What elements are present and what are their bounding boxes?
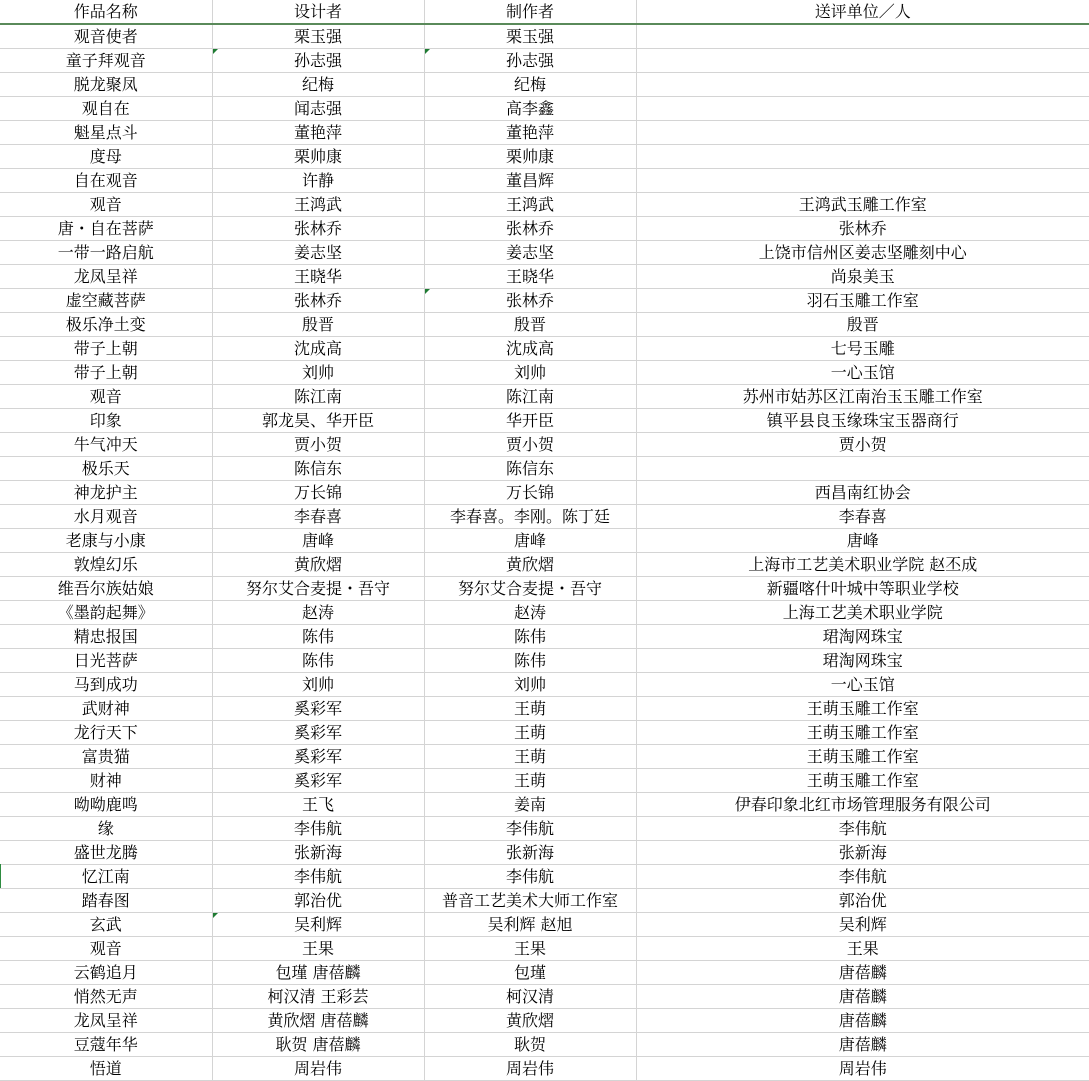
table-row — [0, 1057, 1089, 1081]
designer-cell[interactable]: 包瑾 唐蓓麟 — [212, 961, 424, 985]
designer-cell[interactable]: 纪梅 — [212, 73, 424, 97]
row-indicator-bar — [0, 864, 1, 888]
designer-cell[interactable]: 努尔艾合麦提・吾守 — [212, 577, 424, 601]
work-name-cell[interactable]: 带子上朝 — [0, 361, 212, 385]
work-name-cell[interactable]: 《墨韵起舞》 — [0, 601, 212, 625]
table-row — [0, 769, 1089, 793]
table-row — [0, 649, 1089, 673]
designer-cell[interactable]: 闻志强 — [212, 97, 424, 121]
designer-cell[interactable]: 沈成高 — [212, 337, 424, 361]
work-name-cell[interactable]: 极乐净土变 — [0, 313, 212, 337]
table-row — [0, 193, 1089, 217]
work-name-cell[interactable]: 观自在 — [0, 97, 212, 121]
maker-cell[interactable]: 沈成高 — [424, 337, 636, 361]
maker-cell[interactable]: 王果 — [424, 937, 636, 961]
table-row — [0, 601, 1089, 625]
designer-cell[interactable]: 董艳萍 — [212, 121, 424, 145]
submitter-cell[interactable]: 新疆喀什叶城中等职业学校 — [636, 577, 1089, 601]
table-row — [0, 121, 1089, 145]
table-row — [0, 721, 1089, 745]
table-row — [0, 24, 1089, 49]
designer-cell[interactable]: 栗帅康 — [212, 145, 424, 169]
maker-cell[interactable]: 刘帅 — [424, 673, 636, 697]
submitter-cell[interactable]: 贾小贺 — [636, 433, 1089, 457]
table-row — [0, 505, 1089, 529]
table-row — [0, 913, 1089, 937]
designer-cell[interactable]: 王飞 — [212, 793, 424, 817]
work-name-cell[interactable]: 一带一路启航 — [0, 241, 212, 265]
table-row — [0, 385, 1089, 409]
submitter-cell[interactable]: 殷晋 — [636, 313, 1089, 337]
submitter-cell[interactable]: 李伟航 — [636, 817, 1089, 841]
maker-cell[interactable]: 耿贺 — [424, 1033, 636, 1057]
maker-cell[interactable]: 万长锦 — [424, 481, 636, 505]
submitter-cell[interactable]: 上海工艺美术职业学院 — [636, 601, 1089, 625]
work-name-cell[interactable]: 唐・自在菩萨 — [0, 217, 212, 241]
table-row — [0, 145, 1089, 169]
maker-cell[interactable]: 张林乔 — [424, 217, 636, 241]
maker-cell[interactable]: 栗玉强 — [424, 24, 636, 49]
submitter-cell[interactable] — [636, 457, 1089, 481]
table-row — [0, 1009, 1089, 1033]
table-row — [0, 553, 1089, 577]
submitter-cell[interactable]: 李伟航 — [636, 865, 1089, 889]
designer-cell[interactable]: 周岩伟 — [212, 1057, 424, 1081]
maker-cell[interactable]: 董昌辉 — [424, 169, 636, 193]
maker-cell[interactable]: 唐峰 — [424, 529, 636, 553]
table-row — [0, 817, 1089, 841]
maker-cell[interactable]: 孙志强 — [424, 49, 636, 73]
work-name-cell[interactable]: 悟道 — [0, 1057, 212, 1081]
table-row — [0, 793, 1089, 817]
maker-cell[interactable]: 殷晋 — [424, 313, 636, 337]
work-name-cell[interactable]: 神龙护主 — [0, 481, 212, 505]
work-name-cell[interactable]: 魁星点斗 — [0, 121, 212, 145]
designer-cell[interactable]: 奚彩军 — [212, 721, 424, 745]
submitter-cell[interactable]: 吴利辉 — [636, 913, 1089, 937]
submitter-cell[interactable]: 周岩伟 — [636, 1057, 1089, 1081]
table-row — [0, 169, 1089, 193]
designer-cell[interactable]: 陈信东 — [212, 457, 424, 481]
submitter-cell[interactable]: 李春喜 — [636, 505, 1089, 529]
submitter-cell[interactable]: 镇平县良玉缘珠宝玉器商行 — [636, 409, 1089, 433]
submitter-cell[interactable]: 郭治优 — [636, 889, 1089, 913]
maker-cell[interactable]: 李伟航 — [424, 817, 636, 841]
maker-cell[interactable]: 黄欣熠 — [424, 553, 636, 577]
table-row — [0, 961, 1089, 985]
maker-cell[interactable]: 董艳萍 — [424, 121, 636, 145]
work-name-cell[interactable]: 呦呦鹿鸣 — [0, 793, 212, 817]
work-name-cell[interactable]: 带子上朝 — [0, 337, 212, 361]
designer-cell[interactable]: 吴利辉 — [212, 913, 424, 937]
work-name-cell[interactable]: 日光菩萨 — [0, 649, 212, 673]
table-row — [0, 49, 1089, 73]
submitter-cell[interactable]: 上饶市信州区姜志坚雕刻中心 — [636, 241, 1089, 265]
designer-cell[interactable]: 王果 — [212, 937, 424, 961]
submitter-cell[interactable]: 唐蓓麟 — [636, 985, 1089, 1009]
maker-cell[interactable]: 努尔艾合麦提・吾守 — [424, 577, 636, 601]
designer-cell[interactable]: 张新海 — [212, 841, 424, 865]
header-cell-submitter[interactable]: 送评单位／人 — [636, 0, 1089, 24]
maker-cell[interactable]: 王萌 — [424, 745, 636, 769]
header-cell-designer[interactable]: 设计者 — [212, 0, 424, 24]
maker-cell[interactable]: 张林乔 — [424, 289, 636, 313]
work-name-cell[interactable]: 财神 — [0, 769, 212, 793]
submitter-cell[interactable]: 王果 — [636, 937, 1089, 961]
work-name-cell[interactable]: 龙凤呈祥 — [0, 265, 212, 289]
work-name-cell[interactable]: 维吾尔族姑娘 — [0, 577, 212, 601]
maker-cell[interactable]: 栗帅康 — [424, 145, 636, 169]
submitter-cell[interactable] — [636, 24, 1089, 49]
maker-cell[interactable]: 普音工艺美术大师工作室 — [424, 889, 636, 913]
table-row — [0, 361, 1089, 385]
table-row — [0, 265, 1089, 289]
submitter-cell[interactable]: 张新海 — [636, 841, 1089, 865]
work-name-cell[interactable]: 敦煌幻乐 — [0, 553, 212, 577]
table-row — [0, 457, 1089, 481]
header-cell-maker[interactable]: 制作者 — [424, 0, 636, 24]
submitter-cell[interactable] — [636, 97, 1089, 121]
table-row — [0, 433, 1089, 457]
maker-cell[interactable]: 华开臣 — [424, 409, 636, 433]
designer-cell[interactable]: 殷晋 — [212, 313, 424, 337]
table-row — [0, 73, 1089, 97]
table-row — [0, 529, 1089, 553]
designer-cell[interactable]: 孙志强 — [212, 49, 424, 73]
submitter-cell[interactable] — [636, 49, 1089, 73]
work-name-cell[interactable]: 悄然无声 — [0, 985, 212, 1009]
submitter-cell[interactable]: 唐蓓麟 — [636, 1009, 1089, 1033]
designer-cell[interactable]: 赵涛 — [212, 601, 424, 625]
maker-cell[interactable]: 王萌 — [424, 697, 636, 721]
submitter-cell[interactable]: 七号玉雕 — [636, 337, 1089, 361]
table-row — [0, 625, 1089, 649]
work-name-cell[interactable]: 度母 — [0, 145, 212, 169]
work-name-cell[interactable]: 自在观音 — [0, 169, 212, 193]
designer-cell[interactable]: 郭治优 — [212, 889, 424, 913]
maker-cell[interactable]: 陈伟 — [424, 625, 636, 649]
maker-cell[interactable]: 姜南 — [424, 793, 636, 817]
designer-cell[interactable]: 柯汉清 王彩芸 — [212, 985, 424, 1009]
designer-cell[interactable]: 姜志坚 — [212, 241, 424, 265]
maker-cell[interactable]: 李春喜。李刚。陈丁廷 — [424, 505, 636, 529]
submitter-cell[interactable]: 王萌玉雕工作室 — [636, 745, 1089, 769]
designer-cell[interactable]: 贾小贺 — [212, 433, 424, 457]
maker-cell[interactable]: 张新海 — [424, 841, 636, 865]
work-name-cell[interactable]: 观音使者 — [0, 24, 212, 49]
work-name-cell[interactable]: 马到成功 — [0, 673, 212, 697]
work-name-cell[interactable]: 老康与小康 — [0, 529, 212, 553]
work-name-cell[interactable]: 观音 — [0, 385, 212, 409]
submitter-cell[interactable]: 尚泉美玉 — [636, 265, 1089, 289]
work-name-cell[interactable]: 观音 — [0, 193, 212, 217]
work-name-cell[interactable]: 虚空藏菩萨 — [0, 289, 212, 313]
work-name-cell[interactable]: 玄武 — [0, 913, 212, 937]
designer-cell[interactable]: 栗玉强 — [212, 24, 424, 49]
work-name-cell[interactable]: 缘 — [0, 817, 212, 841]
designer-cell[interactable]: 奚彩军 — [212, 697, 424, 721]
table-row — [0, 673, 1089, 697]
designer-cell[interactable]: 奚彩军 — [212, 769, 424, 793]
designer-cell[interactable]: 陈伟 — [212, 649, 424, 673]
table-row — [0, 937, 1089, 961]
designer-cell[interactable]: 王鸿武 — [212, 193, 424, 217]
table-row — [0, 313, 1089, 337]
work-name-cell[interactable]: 印象 — [0, 409, 212, 433]
submitter-cell[interactable] — [636, 121, 1089, 145]
submitter-cell[interactable]: 一心玉馆 — [636, 361, 1089, 385]
table-row — [0, 697, 1089, 721]
table-row — [0, 241, 1089, 265]
designer-cell[interactable]: 刘帅 — [212, 673, 424, 697]
maker-cell[interactable]: 周岩伟 — [424, 1057, 636, 1081]
work-name-cell[interactable]: 豆蔻年华 — [0, 1033, 212, 1057]
header-row — [0, 0, 1089, 24]
maker-cell[interactable]: 柯汉清 — [424, 985, 636, 1009]
work-name-cell[interactable]: 忆江南 — [0, 865, 212, 889]
work-name-cell[interactable]: 水月观音 — [0, 505, 212, 529]
submitter-cell[interactable] — [636, 169, 1089, 193]
maker-cell[interactable]: 赵涛 — [424, 601, 636, 625]
maker-cell[interactable]: 王萌 — [424, 721, 636, 745]
work-name-cell[interactable]: 武财神 — [0, 697, 212, 721]
maker-cell[interactable]: 姜志坚 — [424, 241, 636, 265]
maker-cell[interactable]: 吴利辉 赵旭 — [424, 913, 636, 937]
designer-cell[interactable]: 张林乔 — [212, 217, 424, 241]
work-name-cell[interactable]: 牛气冲天 — [0, 433, 212, 457]
designer-cell[interactable]: 黄欣熠 唐蓓麟 — [212, 1009, 424, 1033]
header-cell-work-name[interactable]: 作品名称 — [0, 0, 212, 24]
table-row — [0, 889, 1089, 913]
maker-cell[interactable]: 王鸿武 — [424, 193, 636, 217]
designer-cell[interactable]: 耿贺 唐蓓麟 — [212, 1033, 424, 1057]
maker-cell[interactable]: 李伟航 — [424, 865, 636, 889]
maker-cell[interactable]: 包瑾 — [424, 961, 636, 985]
designer-cell[interactable]: 李春喜 — [212, 505, 424, 529]
table-row — [0, 577, 1089, 601]
submitter-cell[interactable]: 唐蓓麟 — [636, 961, 1089, 985]
maker-cell[interactable]: 黄欣熠 — [424, 1009, 636, 1033]
table-row — [0, 745, 1089, 769]
maker-cell[interactable]: 贾小贺 — [424, 433, 636, 457]
maker-cell[interactable]: 刘帅 — [424, 361, 636, 385]
maker-cell[interactable]: 王晓华 — [424, 265, 636, 289]
submitter-cell[interactable] — [636, 73, 1089, 97]
work-name-cell[interactable]: 踏春图 — [0, 889, 212, 913]
table-row — [0, 841, 1089, 865]
designer-cell[interactable]: 郭龙昊、华开臣 — [212, 409, 424, 433]
submitter-cell[interactable]: 王萌玉雕工作室 — [636, 697, 1089, 721]
designer-cell[interactable]: 许静 — [212, 169, 424, 193]
work-name-cell[interactable]: 盛世龙腾 — [0, 841, 212, 865]
work-name-cell[interactable]: 龙行天下 — [0, 721, 212, 745]
table-row — [0, 289, 1089, 313]
work-name-cell[interactable]: 脱龙聚凤 — [0, 73, 212, 97]
maker-cell[interactable]: 高李鑫 — [424, 97, 636, 121]
submitter-cell[interactable]: 羽石玉雕工作室 — [636, 289, 1089, 313]
submitter-cell[interactable]: 王萌玉雕工作室 — [636, 721, 1089, 745]
work-name-cell[interactable]: 观音 — [0, 937, 212, 961]
table-row — [0, 865, 1089, 889]
work-name-cell[interactable]: 童子拜观音 — [0, 49, 212, 73]
submitter-cell[interactable]: 上海市工艺美术职业学院 赵丕成 — [636, 553, 1089, 577]
designer-cell[interactable]: 陈江南 — [212, 385, 424, 409]
submitter-cell[interactable]: 珺淘网珠宝 — [636, 649, 1089, 673]
submitter-cell[interactable]: 苏州市姑苏区江南治玉玉雕工作室 — [636, 385, 1089, 409]
table-row — [0, 481, 1089, 505]
submitter-cell[interactable]: 西昌南红协会 — [636, 481, 1089, 505]
designer-cell[interactable]: 陈伟 — [212, 625, 424, 649]
submitter-cell[interactable]: 珺淘网珠宝 — [636, 625, 1089, 649]
table-row — [0, 409, 1089, 433]
table-row — [0, 337, 1089, 361]
submitter-cell[interactable]: 伊春印象北红市场管理服务有限公司 — [636, 793, 1089, 817]
designer-cell[interactable]: 王晓华 — [212, 265, 424, 289]
submitter-cell[interactable]: 王萌玉雕工作室 — [636, 769, 1089, 793]
submitter-cell[interactable]: 一心玉馆 — [636, 673, 1089, 697]
submitter-cell[interactable]: 张林乔 — [636, 217, 1089, 241]
designer-cell[interactable]: 万长锦 — [212, 481, 424, 505]
table-row — [0, 217, 1089, 241]
work-name-cell[interactable]: 龙凤呈祥 — [0, 1009, 212, 1033]
table-row — [0, 97, 1089, 121]
maker-cell[interactable]: 王萌 — [424, 769, 636, 793]
submitter-cell[interactable] — [636, 145, 1089, 169]
table-row — [0, 985, 1089, 1009]
designer-cell[interactable]: 奚彩军 — [212, 745, 424, 769]
maker-cell[interactable]: 陈信东 — [424, 457, 636, 481]
maker-cell[interactable]: 陈江南 — [424, 385, 636, 409]
designer-cell[interactable]: 李伟航 — [212, 865, 424, 889]
maker-cell[interactable]: 陈伟 — [424, 649, 636, 673]
designer-cell[interactable]: 刘帅 — [212, 361, 424, 385]
designer-cell[interactable]: 李伟航 — [212, 817, 424, 841]
table-row — [0, 1033, 1089, 1057]
work-name-cell[interactable]: 精忠报国 — [0, 625, 212, 649]
work-name-cell[interactable]: 云鹤追月 — [0, 961, 212, 985]
designer-cell[interactable]: 唐峰 — [212, 529, 424, 553]
designer-cell[interactable]: 张林乔 — [212, 289, 424, 313]
submitter-cell[interactable]: 唐峰 — [636, 529, 1089, 553]
work-name-cell[interactable]: 富贵猫 — [0, 745, 212, 769]
submitter-cell[interactable]: 唐蓓麟 — [636, 1033, 1089, 1057]
work-name-cell[interactable]: 极乐天 — [0, 457, 212, 481]
submitter-cell[interactable]: 王鸿武玉雕工作室 — [636, 193, 1089, 217]
designer-cell[interactable]: 黄欣熠 — [212, 553, 424, 577]
maker-cell[interactable]: 纪梅 — [424, 73, 636, 97]
